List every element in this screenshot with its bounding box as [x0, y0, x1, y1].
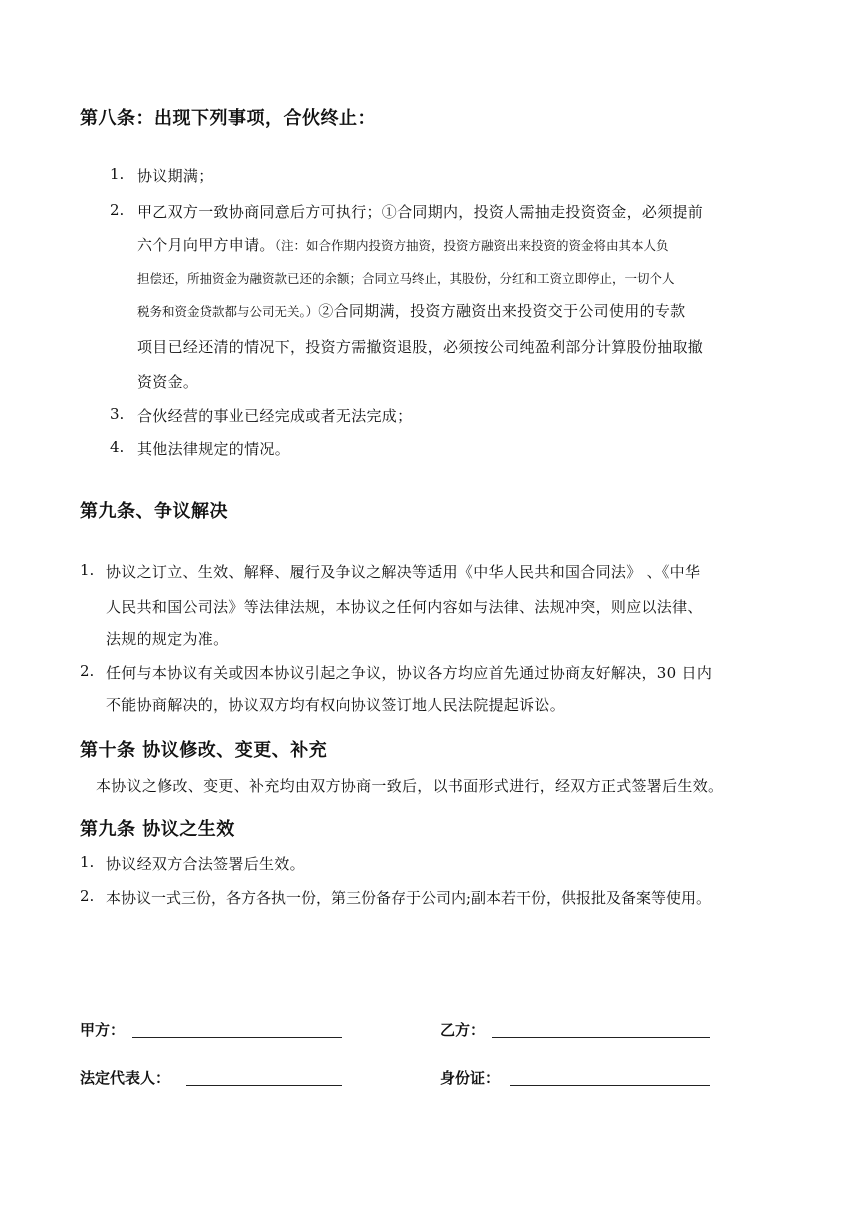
section8-item2-line2	[137, 234, 668, 255]
section8-item3-text: 合伙经营的事业已经完成或者无法完成；	[137, 407, 413, 425]
section8-title: 第八条：出现下列事项，合伙终止：	[80, 108, 376, 129]
section8-item2-note-line2: 担偿还，所抽资金为融资款已还的余额；合同立马终止，其股份，分红和工资立即停止，一切个人	[137, 271, 675, 286]
section11-title: 第九条 协议之生效	[80, 819, 235, 840]
section8-item2-line4	[137, 300, 685, 321]
section8-item2-line6: 资资金。	[137, 373, 199, 391]
id-card-signature-line[interactable]	[510, 1085, 710, 1086]
section8-item4-number: 4.	[110, 438, 125, 456]
section9-item1-line2: 人民共和国公司法》等法律法规，本协议之任何内容如与法律、法规冲突，则应以法律、	[106, 598, 703, 616]
section10-body: 本协议之修改、变更、补充均由双方协商一致后，以书面形式进行，经双方正式签署后生效。	[96, 777, 724, 795]
section11-item2-text: 本协议一式三份，各方各执一份，第三份备存于公司内;副本若干份，供报批及备案等使用。	[106, 889, 712, 907]
section8-item2-note-end: 税务和资金贷款都与公司无关。）	[137, 304, 319, 319]
section8-item2-note-start: （注：如合作期内投资方抽资，投资方融资出来投资的资金将由其本人负	[274, 238, 669, 253]
section8-item4-text: 其他法律规定的情况。	[137, 440, 291, 458]
section8-item2-line1: 甲乙双方一致协商同意后方可执行；①合同期内，投资人需抽走投资资金，必须提前	[137, 203, 704, 221]
section11-item1-number: 1.	[80, 853, 95, 871]
section9-item2-line1: 任何与本协议有关或因本协议引起之争议，协议各方均应首先通过协商友好解决，30 日内	[106, 664, 713, 682]
party-b-label: 乙方：	[440, 1021, 486, 1039]
section8-item2-line5: 项目已经还清的情况下，投资方需撤资退股，必须按公司纯盈利部分计算股份抽取撤	[137, 338, 704, 356]
section9-title: 第九条、争议解决	[80, 501, 228, 522]
section10-title: 第十条 协议修改、变更、补充	[80, 740, 328, 761]
id-card-label: 身份证：	[440, 1069, 501, 1087]
section8-item2-line2-main: 六个月向甲方申请。	[137, 236, 275, 254]
legal-rep-signature-line[interactable]	[186, 1085, 342, 1086]
party-a-label: 甲方：	[80, 1021, 126, 1039]
section9-item2-line2: 不能协商解决的，协议双方均有权向协议签订地人民法院提起诉讼。	[106, 696, 566, 714]
section9-item2-number: 2.	[80, 662, 95, 680]
section11-item1-text: 协议经双方合法签署后生效。	[106, 855, 305, 873]
section11-item2-number: 2.	[80, 887, 95, 905]
section9-item1-line3: 法规的规定为准。	[106, 630, 229, 648]
party-b-signature-line[interactable]	[492, 1037, 710, 1038]
section8-item1-text: 协议期满；	[137, 167, 214, 185]
section8-item3-number: 3.	[110, 405, 125, 423]
section8-item2-number: 2.	[110, 201, 125, 219]
section9-item1-line1: 协议之订立、生效、解释、履行及争议之解决等适用《中华人民共和国合同法》 、《中华	[106, 563, 701, 581]
section8-item1-number: 1.	[110, 165, 125, 183]
section9-item1-number: 1.	[80, 561, 95, 579]
section8-item2-line4-main: ②合同期满，投资方融资出来投资交于公司使用的专款	[318, 302, 686, 320]
legal-rep-label: 法定代表人：	[80, 1069, 171, 1087]
party-a-signature-line[interactable]	[132, 1037, 342, 1038]
